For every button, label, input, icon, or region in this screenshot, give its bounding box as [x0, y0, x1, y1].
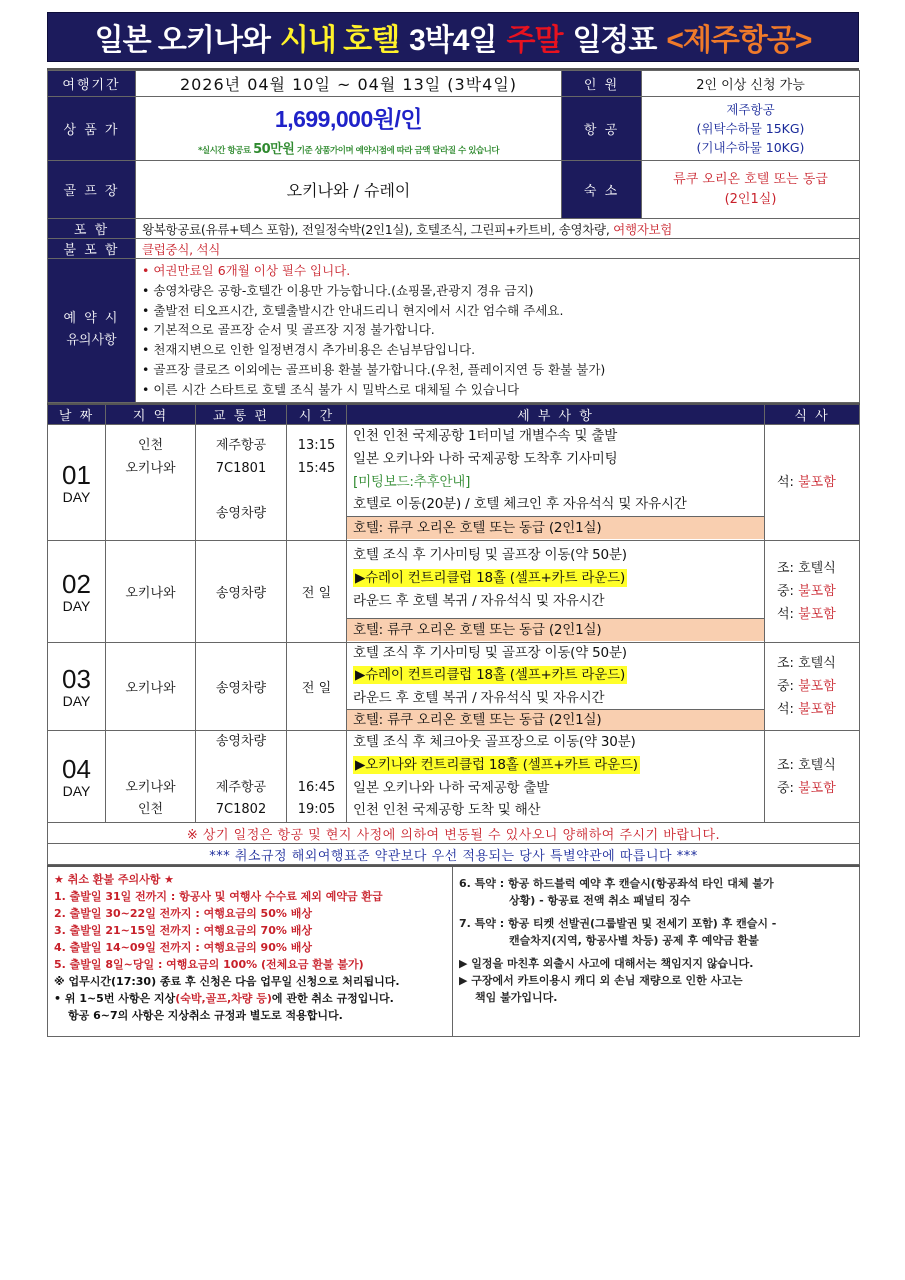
included-label: 포 함 — [48, 219, 136, 239]
transport-cell — [196, 425, 287, 541]
meal-value: 불포함 — [798, 607, 836, 623]
people-value: 2인 이상 신청 가능 — [642, 71, 860, 97]
period-value: 2026년 04월 10일 ~ 04월 13일 (3박4일) — [136, 71, 562, 97]
people-label: 인 원 — [562, 71, 642, 97]
meal-value: 불포함 — [798, 584, 836, 600]
time-line: 16:45 — [297, 779, 336, 795]
airline-cell — [642, 97, 860, 161]
meal-value: 호텔식 — [798, 656, 836, 672]
detail-line: 호텔 조식 후 기사미팅 및 골프장 이동(약 50분) — [353, 645, 627, 662]
hotel-room: (2인1실) — [724, 191, 777, 207]
flight-number: 7C1802 — [215, 802, 267, 818]
transport-line: 송영차량 — [215, 506, 267, 522]
detail-line: 일본 오키나와 나하 국제공항 출발 — [353, 779, 550, 796]
detail-line: 라운드 후 호텔 복귀 / 자유석식 및 자유시간 — [353, 690, 605, 707]
special-term-7-line2: 캔슬차지(지역, 항공사별 차등) 공제 후 예약금 환불 — [509, 934, 759, 948]
detail-line: 라운드 후 호텔 복귀 / 자유석식 및 자유시간 — [353, 592, 605, 609]
hotel-line: 호텔: 류쿠 오리온 호텔 또는 동급 (2인1실) — [347, 618, 764, 641]
title-part-3: 3박4일 — [409, 24, 497, 57]
info-table — [47, 70, 860, 403]
refund-item: 3. 출발일 21~15일 전까지 : 여행요금의 70% 배상 — [54, 924, 312, 938]
refund-item: 4. 출발일 14~09일 전까지 : 여행요금의 90% 배상 — [54, 941, 312, 955]
header-region: 지 역 — [106, 404, 196, 425]
day-row-3 — [48, 643, 860, 731]
golf-round-highlight: ▶슈레이 컨트리클럽 18홀 (셀프+카트 라운드) — [355, 569, 626, 586]
region-line: 인천 — [137, 438, 164, 454]
details-cell — [347, 541, 765, 643]
meal-key: 석: — [777, 702, 799, 718]
meal-breakfast — [777, 557, 859, 580]
special-term-6-line2: 상황) - 항공료 전액 취소 패널티 징수 — [509, 894, 691, 908]
day-cell — [48, 643, 106, 731]
detail-line: 일본 오키나와 나하 국제공항 도착후 기사미팅 — [353, 450, 618, 467]
excluded-label: 불 포 함 — [48, 239, 136, 259]
meeting-board-note: [미팅보드:추후안내] — [353, 473, 471, 490]
region-cell: 오키나와 — [106, 541, 196, 643]
price-label: 상 품 가 — [48, 97, 136, 161]
note-item: • 이른 시간 스타트로 호텔 조식 불가 시 밀박스로 대체될 수 있습니다 — [142, 381, 520, 397]
note-item: • 골프장 클로즈 이외에는 골프비용 환불 불가합니다.(우천, 플레이지연 등 환불 불가) — [142, 361, 606, 377]
note-item: • 송영차량은 공항-호텔간 이용만 가능합니다.(쇼핑몰,관광지 경유 금지) — [142, 282, 534, 298]
hotel-line: 호텔: 류쿠 오리온 호텔 또는 동급 (2인1실) — [347, 516, 764, 539]
itinerary-sheet — [47, 68, 859, 1037]
transport-cell: 송영차량 — [196, 643, 287, 731]
refund-policy — [48, 866, 453, 1036]
region-line: 인천 — [137, 802, 164, 818]
meals-cell — [765, 541, 860, 643]
region-cell — [106, 731, 196, 823]
details-cell — [347, 731, 765, 823]
meal-key: 석: — [777, 475, 799, 491]
day-number: 02 — [62, 568, 91, 599]
meal-value: 호텔식 — [798, 561, 836, 577]
detail-line: 호텔 조식 후 기사미팅 및 골프장 이동(약 50분) — [353, 547, 627, 564]
special-term-7-line1: 7. 특약 : 항공 티켓 선발권(그룹발권 및 전세기 포함) 후 캔슬시 - — [459, 917, 777, 931]
meal-lunch — [777, 675, 859, 698]
details-cell — [347, 643, 765, 731]
detail-line: 호텔 조식 후 체크아웃 골프장으로 이동(약 30분) — [353, 734, 636, 751]
region-cell: 오키나와 — [106, 643, 196, 731]
golf-round-line — [347, 664, 764, 687]
day-number: 01 — [62, 459, 91, 490]
time-line: 13:15 — [297, 438, 336, 454]
ground-cancel-note — [54, 990, 446, 1007]
special-term-6-line1: 6. 특약 : 항공 하드블럭 예약 후 캔슬시(항공좌석 타인 대체 불가 — [459, 877, 774, 891]
schedule-table — [47, 403, 860, 866]
meal-value: 호텔식 — [798, 757, 836, 773]
time-cell: 전 일 — [287, 643, 347, 731]
flight-number: 7C1801 — [215, 460, 267, 476]
airline-name: 제주항공 — [726, 102, 775, 117]
region-line — [106, 731, 195, 754]
note-item: • 출발전 티오프시간, 호텔출발시간 안내드리니 현지에서 시간 엄수해 주세요. — [142, 302, 564, 318]
hotel-label: 숙 소 — [562, 161, 642, 219]
included-text: 왕복항공료(유류+텍스 포함), 전일정숙박(2인1실), 호텔조식, 그린피+카트비, 송영차량, — [142, 221, 614, 237]
meal-value: 불포함 — [798, 780, 836, 796]
price-note-pre: *실시간 항공료 — [197, 145, 254, 156]
page-title — [47, 12, 859, 62]
transport-cell — [196, 731, 287, 823]
notes-list — [136, 259, 860, 403]
transport-line: 송영차량 — [215, 734, 267, 750]
golf-value: 오키나와 / 슈레이 — [136, 161, 562, 219]
day-row-2 — [48, 541, 860, 643]
meals-cell — [765, 425, 860, 541]
included-value — [136, 219, 860, 239]
special-term-7 — [459, 915, 853, 949]
business-hours-note: ※ 업무시간(17:30) 종료 후 신청은 다음 업무일 신청으로 처리됩니다. — [54, 975, 400, 989]
schedule-change-notice: ※ 상기 일정은 항공 및 현지 사정에 의하여 변동될 수 있사오니 양해하여 주시기 바랍니다. — [48, 823, 860, 844]
meal-key: 중: — [777, 679, 799, 695]
meal-key: 조: — [777, 561, 799, 577]
meal-key: 중: — [777, 780, 799, 796]
refund-item: 5. 출발일 8일~당일 : 여행요금의 100% (전체요금 환불 불가) — [54, 958, 364, 972]
period-label: 여행기간 — [48, 71, 136, 97]
meal-dinner — [777, 471, 859, 494]
title-part-2: 시내 호텔 — [279, 24, 400, 57]
day-number: 03 — [62, 663, 91, 694]
ground-note-post: 에 관한 취소 규정입니다. — [271, 992, 394, 1006]
time-line — [287, 754, 346, 777]
meal-breakfast — [777, 652, 859, 675]
region-line: 오키나와 — [125, 460, 176, 476]
day-row-1 — [48, 425, 860, 541]
details-cell — [347, 425, 765, 541]
meal-lunch — [777, 777, 859, 800]
meal-dinner — [777, 603, 859, 626]
transport-line: 제주항공 — [215, 779, 267, 795]
note-item: • 기본적으로 골프장 순서 및 골프장 지정 불가합니다. — [142, 322, 435, 338]
airline-carry-on: (기내수하물 10KG) — [696, 140, 805, 155]
day-cell — [48, 425, 106, 541]
ground-note-pre: • 위 1~5번 사항은 지상 — [54, 992, 176, 1006]
golf-round-line — [347, 754, 764, 777]
golf-round-highlight: ▶슈레이 컨트리클럽 18홀 (셀프+카트 라운드) — [355, 667, 626, 684]
special-term-6 — [459, 875, 853, 909]
air-cancel-note: 항공 6~7의 사항은 지상취소 규정과 별도로 적용합니다. — [68, 1009, 343, 1023]
meals-cell — [765, 731, 860, 823]
day-label: DAY — [62, 782, 91, 799]
hotel-line: 호텔: 류쿠 오리온 호텔 또는 동급 (2인1실) — [347, 709, 764, 730]
included-insurance: 여행자보험 — [613, 221, 673, 237]
price-note — [136, 138, 561, 157]
meal-key: 조: — [777, 656, 799, 672]
region-line: 오키나와 — [125, 779, 176, 795]
day-row-4 — [48, 731, 860, 823]
note-item: • 여권만료일 6개월 이상 필수 입니다. — [142, 263, 351, 278]
refund-item: 1. 출발일 31일 전까지 : 항공사 및 여행사 수수료 제외 예약금 환급 — [54, 890, 383, 904]
notes-label — [48, 259, 136, 403]
meal-key: 조: — [777, 757, 799, 773]
meal-lunch — [777, 580, 859, 603]
day-number: 04 — [62, 753, 91, 784]
meal-value: 불포함 — [798, 702, 836, 718]
golf-round-highlight: ▶오키나와 컨트리클럽 18홀 (셀프+카트 라운드) — [355, 756, 638, 773]
header-meals: 식 사 — [765, 404, 860, 425]
transport-line: 제주항공 — [215, 438, 267, 454]
hotel-cell — [642, 161, 860, 219]
meal-key: 중: — [777, 584, 799, 600]
meal-value: 불포함 — [798, 475, 836, 491]
day-label: DAY — [62, 692, 91, 709]
price-cell — [136, 97, 562, 161]
meal-dinner — [777, 698, 859, 721]
time-line: 19:05 — [297, 802, 336, 818]
meals-cell — [765, 643, 860, 731]
price-note-post: 기준 상품가이며 예약시점에 따라 금액 달라질 수 있습니다 — [294, 145, 500, 156]
excluded-value: 클럽중식, 석식 — [136, 239, 860, 259]
ground-note-red: (숙박,골프,차량 등) — [175, 992, 272, 1006]
hotel-name: 류쿠 오리온 호텔 또는 동급 — [673, 171, 828, 187]
special-terms — [453, 866, 860, 1036]
transport-line — [196, 481, 286, 504]
transport-cell: 송영차량 — [196, 541, 287, 643]
header-details: 세 부 사 항 — [347, 404, 765, 425]
time-cell — [287, 731, 347, 823]
header-time: 시 간 — [287, 404, 347, 425]
title-part-6: <제주항공> — [666, 24, 812, 57]
time-line — [287, 731, 346, 754]
header-date: 날 짜 — [48, 404, 106, 425]
note-item: • 천재지변으로 인한 일정변경시 추가비용은 손님부담입니다. — [142, 342, 476, 358]
detail-line: 인천 인천 국제공항 도착 및 해산 — [353, 802, 541, 819]
detail-line: 호텔로 이동(20분) / 호텔 체크인 후 자유석식 및 자유시간 — [353, 496, 687, 513]
title-part-4: 주말 — [506, 24, 563, 57]
time-line: 15:45 — [297, 460, 336, 476]
price-note-bold: 50만원 — [253, 141, 295, 157]
time-cell — [287, 425, 347, 541]
transport-line — [196, 754, 286, 777]
meal-key: 석: — [777, 607, 799, 623]
region-line — [106, 754, 195, 777]
airline-checked-baggage: (위탁수하물 15KG) — [696, 121, 805, 136]
day-label: DAY — [62, 488, 91, 505]
special-terms-notice: *** 취소규정 해외여행표준 약관보다 우선 적용되는 당사 특별약관에 따릅니다 *** — [48, 844, 860, 865]
meal-value: 불포함 — [798, 679, 836, 695]
liability-note-2-cont: 책임 불가입니다. — [475, 991, 558, 1005]
day-label: DAY — [62, 597, 91, 614]
refund-item: 2. 출발일 30~22일 전까지 : 여행요금의 50% 배상 — [54, 907, 312, 921]
meal-breakfast — [777, 754, 859, 777]
day-cell — [48, 731, 106, 823]
liability-note-1: ▶ 일정을 마친후 외출시 사고에 대해서는 책임지지 않습니다. — [459, 957, 754, 971]
price-value: 1,699,000원/인 — [274, 105, 423, 132]
cancellation-table — [47, 865, 860, 1037]
liability-note-2: ▶ 구장에서 카트이용시 캐디 외 손님 재량으로 인한 사고는 — [459, 974, 743, 988]
region-cell — [106, 425, 196, 541]
day-cell — [48, 541, 106, 643]
airline-label: 항 공 — [562, 97, 642, 161]
golf-label: 골 프 장 — [48, 161, 136, 219]
header-transport: 교 통 편 — [196, 404, 287, 425]
title-part-5: 일정표 — [572, 24, 657, 57]
detail-line: 인천 인천 국제공항 1터미널 개별수속 및 출발 — [353, 428, 618, 445]
time-cell: 전 일 — [287, 541, 347, 643]
title-part-1: 일본 오키나와 — [94, 24, 270, 57]
notes-label-2: 유의사항 — [66, 333, 117, 349]
notes-label-1: 예 약 시 — [63, 311, 120, 327]
golf-round-line — [347, 567, 764, 590]
refund-title: ★ 취소 환불 주의사항 ★ — [54, 873, 175, 887]
